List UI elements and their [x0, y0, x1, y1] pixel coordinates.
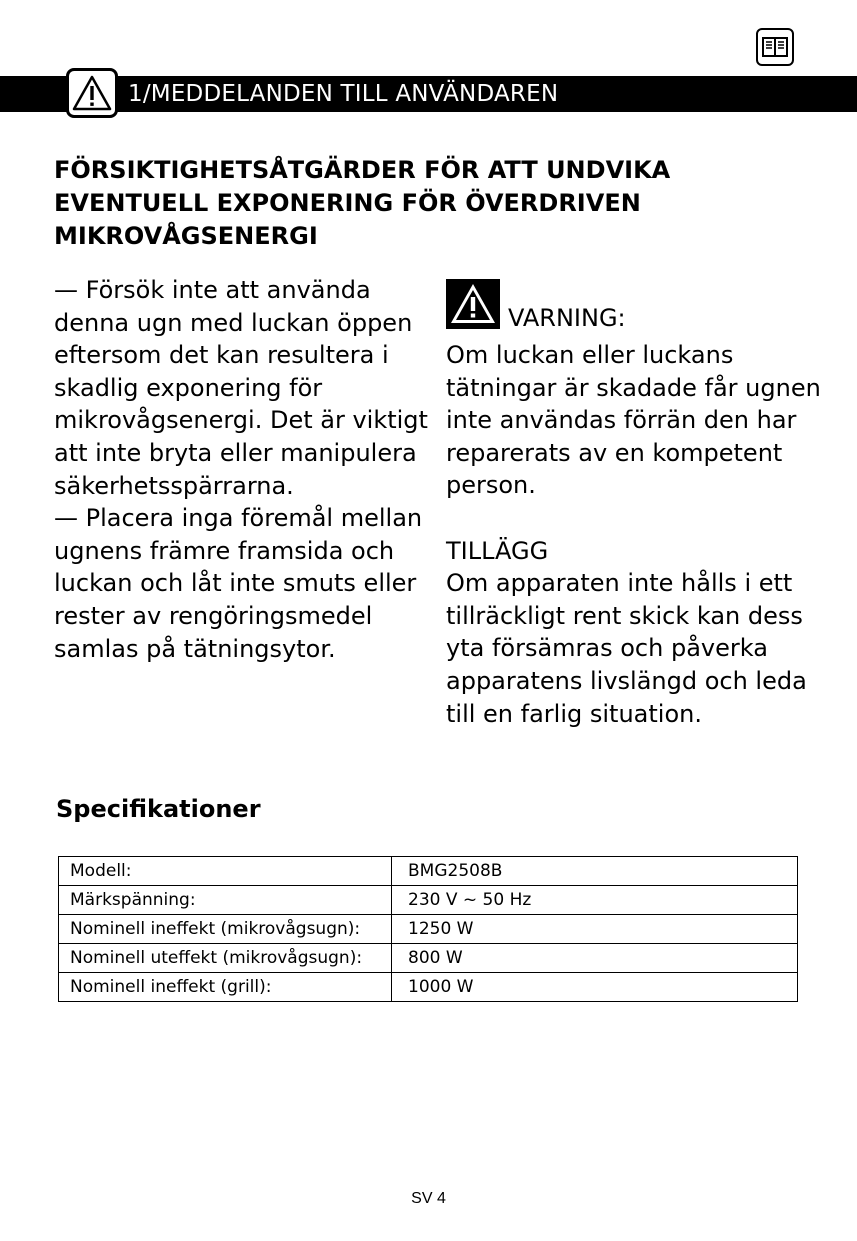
specifications-table [58, 856, 798, 1002]
table-row [59, 886, 798, 915]
right-column [446, 274, 821, 730]
spec-value: 800 W [392, 944, 798, 973]
table-row [59, 915, 798, 944]
spec-label: Nominell uteffekt (mikrovågsugn): [59, 944, 392, 973]
header-title: 1/MEDDELANDEN TILL ANVÄNDAREN [128, 81, 559, 107]
warning-triangle-icon [66, 68, 118, 118]
spec-value: BMG2508B [392, 857, 798, 886]
table-row [59, 973, 798, 1002]
addition-title: TILLÄGG [446, 536, 549, 565]
precaution-paragraph-2: — Placera inga föremål mellan ugnens främre framsida och luckan och låt inte smuts eller rester av rengöringsmedel samlas på tätningsytor. [54, 504, 423, 663]
spec-value: 230 V ~ 50 Hz [392, 886, 798, 915]
precaution-paragraph-1: — Försök inte att använda denna ugn med luckan öppen eftersom det kan resultera i skadlig exponering för mikrovågsenergi. Det är viktigt att inte bryta eller manipulera säkerhetsspärrarna. [54, 276, 428, 500]
table-row [59, 857, 798, 886]
addition-text: Om apparaten inte hålls i ett tillräckligt rent skick kan dess yta försämras och påverka apparatens livslängd och leda till en farlig situation. [446, 569, 807, 728]
warning-label: VARNING: [508, 304, 626, 332]
left-column [54, 274, 434, 665]
spec-label: Nominell ineffekt (grill): [59, 973, 392, 1002]
manual-book-icon [756, 28, 794, 66]
spec-value: 1000 W [392, 973, 798, 1002]
warning-sign-icon [446, 279, 500, 329]
spec-label: Nominell ineffekt (mikrovågsugn): [59, 915, 392, 944]
warning-header [446, 274, 821, 339]
spec-label: Märkspänning: [59, 886, 392, 915]
spec-label: Modell: [59, 857, 392, 886]
page-number: SV 4 [411, 1190, 446, 1207]
section-heading: FÖRSIKTIGHETSÅTGÄRDER FÖR ATT UNDVIKA EVENTUELL EXPONERING FÖR ÖVERDRIVEN MIKROVÅGSENERGI [54, 156, 671, 250]
specifications-title: Specifikationer [56, 795, 261, 823]
table-row [59, 944, 798, 973]
warning-text: Om luckan eller luckans tätningar är skadade får ugnen inte användas förrän den har reparerats av en kompetent person. [446, 341, 821, 500]
spec-value: 1250 W [392, 915, 798, 944]
